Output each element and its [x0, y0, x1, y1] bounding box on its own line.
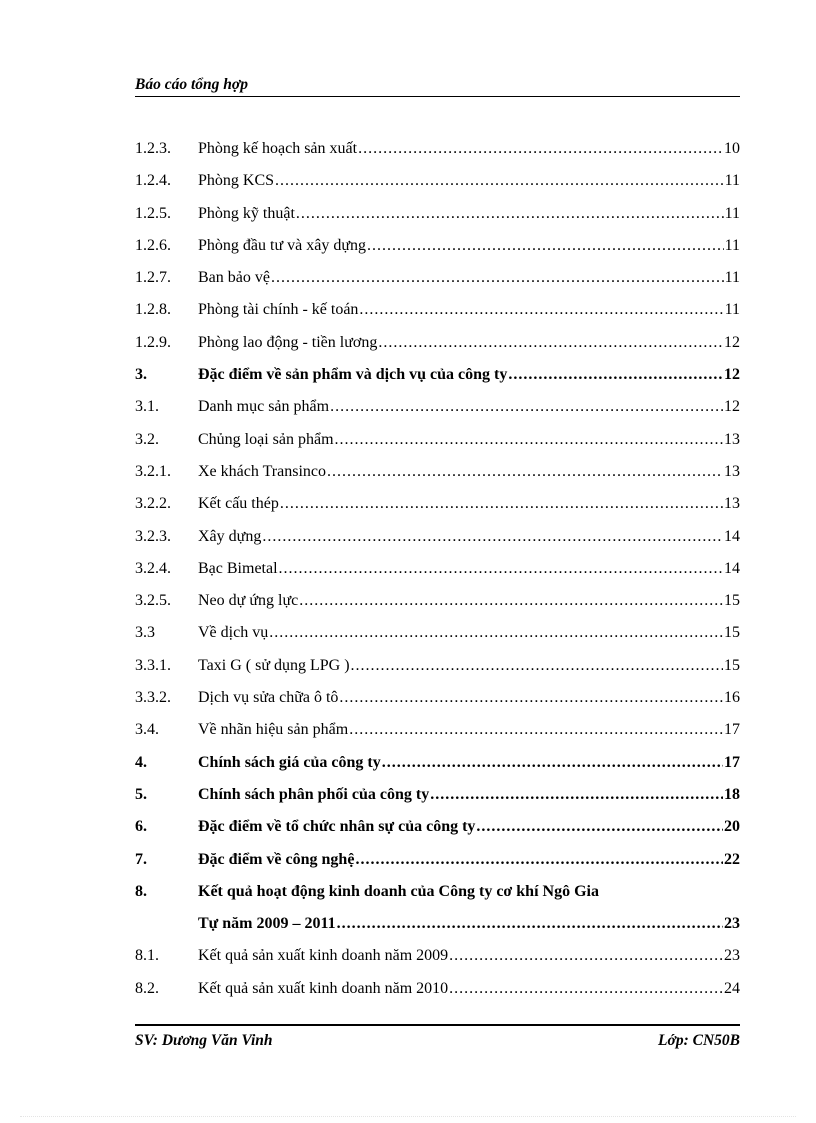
toc-dot-leader	[349, 714, 723, 746]
toc-entry-title: Đặc điểm về tổ chức nhân sự của công ty	[198, 818, 476, 836]
toc-entry-number: 3.1.	[135, 398, 159, 416]
toc-entry-page: 12	[724, 366, 740, 384]
toc-entry-page: 13	[724, 495, 740, 513]
toc-entry-number: 8.	[135, 882, 147, 900]
toc-entry-number: 6.	[135, 818, 147, 836]
toc-entry	[135, 747, 740, 779]
toc-entry	[135, 585, 740, 617]
toc-entry-number: 3.2.2.	[135, 495, 171, 513]
toc-entry-page: 13	[724, 430, 740, 448]
toc-entry-number: 3.2.4.	[135, 559, 171, 577]
toc-entry-page: 11	[724, 236, 740, 254]
toc-entry	[135, 617, 740, 649]
toc-entry	[135, 133, 740, 165]
toc-entry-number: 3.3.1.	[135, 656, 171, 674]
toc-entry	[135, 262, 740, 294]
toc-entry	[135, 811, 740, 843]
toc-entry-title: Neo dự ứng lực	[198, 592, 299, 610]
toc-dot-leader	[508, 359, 723, 391]
toc-entry-number: 3.2.5.	[135, 592, 171, 610]
toc-entry-title: Kết quả sản xuất kinh doanh năm 2010	[198, 979, 449, 997]
toc-entry	[135, 714, 740, 746]
toc-dot-leader	[382, 747, 723, 779]
toc-dot-leader	[275, 165, 724, 197]
toc-entry	[135, 553, 740, 585]
toc-entry-title: Chính sách giá của công ty	[198, 753, 381, 771]
toc-dot-leader	[378, 327, 723, 359]
toc-entry-title: Kết quả sản xuất kinh doanh năm 2009	[198, 947, 449, 965]
toc-entry-title: Taxi G ( sử dụng LPG )	[198, 656, 350, 674]
toc-entry-title: Chủng loại sản phẩm	[198, 430, 334, 448]
toc-dot-leader	[430, 779, 723, 811]
toc-dot-leader	[271, 262, 724, 294]
page-footer	[135, 1024, 740, 1054]
toc-dot-leader	[339, 682, 723, 714]
toc-entry	[135, 876, 740, 908]
header-title: Báo cáo tổng hợp	[135, 76, 248, 93]
toc-entry-number: 3.2.	[135, 430, 159, 448]
toc-entry-number: 4.	[135, 753, 147, 771]
toc-entry-number: 8.1.	[135, 947, 159, 965]
toc-entry	[135, 650, 740, 682]
toc-dot-leader	[335, 424, 723, 456]
toc-entry	[135, 488, 740, 520]
toc-entry	[135, 327, 740, 359]
toc-entry-page: 12	[724, 398, 740, 416]
toc-entry-number: 1.2.3.	[135, 140, 171, 157]
page-header	[135, 76, 740, 97]
toc-dot-leader	[359, 294, 723, 326]
toc-entry-page: 17	[724, 753, 740, 771]
toc-entry	[135, 198, 740, 230]
toc-entry-title: Bạc Bimetal	[198, 559, 278, 577]
toc-entry-number: 1.2.5.	[135, 204, 171, 222]
toc-entry-title: Dịch vụ sửa chữa ô tô	[198, 689, 339, 707]
toc-dot-leader	[358, 133, 723, 165]
toc-dot-leader	[337, 908, 723, 940]
toc-dot-leader	[367, 230, 724, 262]
toc-entry-page: 24	[724, 979, 740, 997]
toc-entry-title: Về dịch vụ	[198, 624, 269, 642]
toc-entry-page: 17	[724, 721, 740, 739]
toc-entry-page: 11	[724, 269, 740, 287]
toc-entry-number: 1.2.9.	[135, 333, 171, 351]
toc-dot-leader	[262, 521, 723, 553]
toc-entry-title: Đặc điểm về sản phẩm và dịch vụ của công ty	[198, 366, 508, 384]
toc-entry-title: Danh mục sản phẩm	[198, 398, 330, 416]
toc-entry-title: Xây dựng	[198, 527, 262, 545]
toc-entry	[135, 424, 740, 456]
toc-dot-leader	[280, 488, 723, 520]
toc-entry	[135, 294, 740, 326]
table-of-contents	[135, 133, 740, 1005]
toc-entry-page: 14	[724, 559, 740, 577]
toc-dot-leader	[476, 811, 723, 843]
toc-entry-number: 1.2.6.	[135, 236, 171, 254]
toc-entry-title: Phòng kế hoạch sản xuất	[198, 140, 358, 157]
toc-dot-leader	[355, 844, 723, 876]
footer-student-name: SV: Dương Văn Vinh	[135, 1032, 273, 1049]
toc-entry-page: 22	[724, 850, 740, 868]
toc-entry-page: 10	[724, 140, 740, 157]
toc-entry-number: 3.4.	[135, 721, 159, 739]
toc-entry-title: Đặc điểm về công nghệ	[198, 850, 355, 868]
toc-entry-number: 3.2.3.	[135, 527, 171, 545]
toc-entry-page: 15	[724, 624, 740, 642]
toc-entry-number: 7.	[135, 850, 147, 868]
toc-entry-title: Về nhãn hiệu sản phẩm	[198, 721, 349, 739]
toc-entry-page: 13	[724, 462, 740, 480]
toc-entry-title: Phòng kỹ thuật	[198, 204, 295, 222]
toc-entry-title: Ban bảo vệ	[198, 269, 270, 287]
toc-entry-page: 23	[724, 947, 740, 965]
toc-entry-page: 14	[724, 527, 740, 545]
toc-entry-page: 12	[724, 333, 740, 351]
toc-dot-leader	[449, 973, 723, 1005]
toc-entry	[135, 521, 740, 553]
toc-dot-leader	[327, 456, 723, 488]
toc-dot-leader	[269, 617, 723, 649]
toc-entry-title: Phòng đầu tư và xây dựng	[198, 236, 366, 254]
toc-entry	[135, 779, 740, 811]
toc-entry	[135, 682, 740, 714]
toc-entry	[135, 908, 740, 940]
toc-entry-title: Kết cấu thép	[198, 495, 279, 513]
toc-entry	[135, 359, 740, 391]
toc-entry-number: 1.2.4.	[135, 172, 171, 190]
toc-entry-page: 15	[724, 592, 740, 610]
toc-entry-number: 3.3	[135, 624, 155, 642]
toc-entry-title: Phòng KCS	[198, 172, 275, 190]
toc-entry-number: 1.2.7.	[135, 269, 171, 287]
toc-entry-number: 1.2.8.	[135, 301, 171, 319]
toc-dot-leader	[449, 940, 723, 972]
toc-entry-title: Chính sách phân phối của công ty	[198, 785, 430, 803]
toc-entry-number: 8.2.	[135, 979, 159, 997]
toc-entry-number: 3.	[135, 366, 147, 384]
toc-entry	[135, 973, 740, 1005]
toc-entry	[135, 456, 740, 488]
toc-entry-title: Phòng lao động - tiền lương	[198, 333, 378, 351]
toc-entry-page: 23	[724, 915, 740, 933]
toc-dot-leader	[299, 585, 723, 617]
toc-dot-leader	[330, 391, 723, 423]
toc-dot-leader	[351, 650, 723, 682]
toc-entry-page: 18	[724, 785, 740, 803]
toc-entry	[135, 844, 740, 876]
toc-entry-page: 16	[724, 689, 740, 707]
toc-entry	[135, 391, 740, 423]
toc-entry	[135, 230, 740, 262]
toc-entry-title: Phòng tài chính - kế toán	[198, 301, 359, 319]
toc-entry-number: 5.	[135, 785, 147, 803]
toc-entry-page: 11	[724, 172, 740, 190]
toc-entry-number: 3.3.2.	[135, 689, 171, 707]
toc-dot-leader	[279, 553, 723, 585]
toc-entry-page: 11	[724, 204, 740, 222]
toc-entry-page: 11	[724, 301, 740, 319]
toc-entry-number: 3.2.1.	[135, 462, 171, 480]
footer-class: Lớp: CN50B	[658, 1032, 740, 1049]
toc-entry-page: 15	[724, 656, 740, 674]
toc-entry-title: Kết quả hoạt động kinh doanh của Công ty cơ khí Ngô Gia	[198, 882, 599, 900]
toc-dot-leader	[296, 198, 724, 230]
toc-entry-title: Xe khách Transinco	[198, 462, 326, 480]
toc-entry-page: 20	[724, 818, 740, 836]
toc-entry-title: Tự năm 2009 – 2011	[198, 915, 336, 933]
page-edge-line	[20, 1116, 796, 1117]
toc-entry	[135, 165, 740, 197]
toc-entry	[135, 940, 740, 972]
